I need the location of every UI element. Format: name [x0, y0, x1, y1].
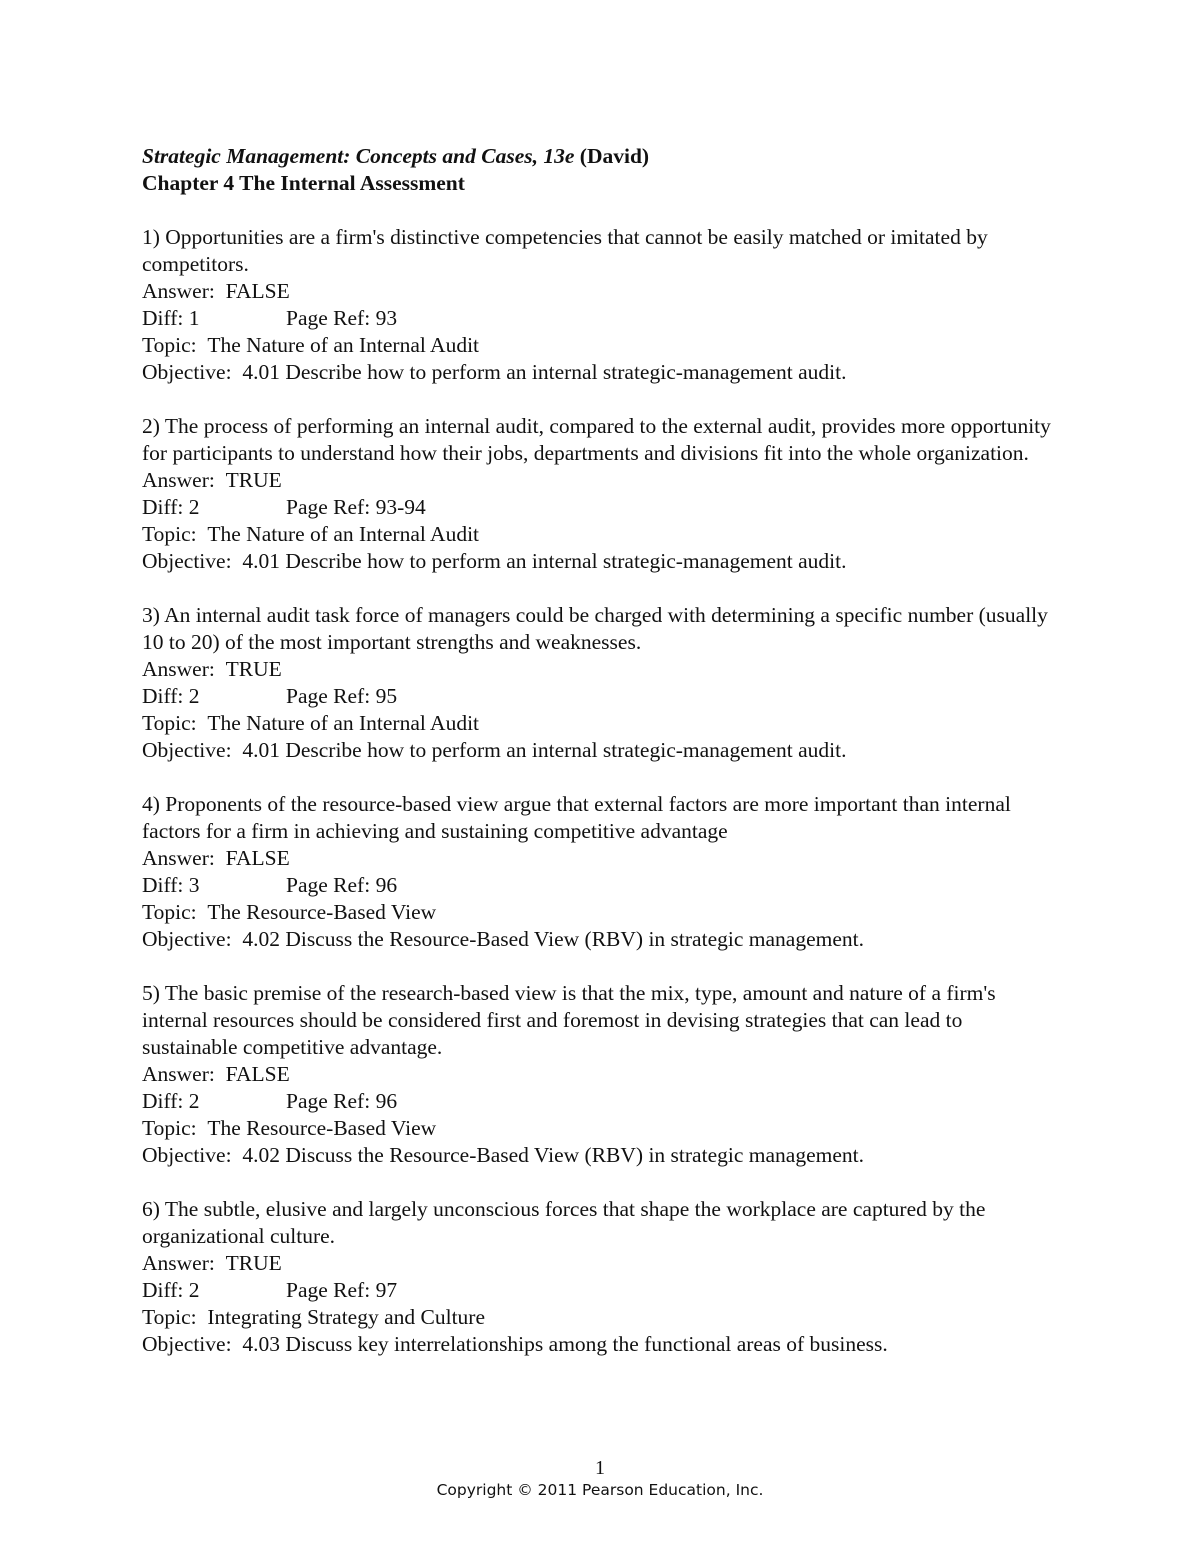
objective-value: 4.02 Discuss the Resource-Based View (RBV) in strategic management. — [242, 927, 864, 951]
page-ref — [286, 1278, 397, 1302]
topic-label: Topic: — [142, 522, 197, 546]
topic-label: Topic: — [142, 333, 197, 357]
page-content — [142, 143, 1062, 1385]
question-text: 3) An internal audit task force of managers could be charged with determining a specific number (usually 10 to 20) of the most important strengths and weaknesses. — [142, 603, 1048, 654]
answer-value: TRUE — [225, 468, 282, 492]
difficulty-label: Diff: — [142, 684, 184, 708]
objective-line — [142, 926, 1062, 953]
difficulty-label: Diff: — [142, 873, 184, 897]
copyright-notice: Copyright © 2011 Pearson Education, Inc. — [436, 1481, 764, 1499]
topic-label: Topic: — [142, 900, 197, 924]
page-ref — [286, 1089, 397, 1113]
page-ref-label: Page Ref: — [286, 873, 371, 897]
difficulty-value: 3 — [188, 873, 200, 897]
book-author: (David) — [579, 144, 650, 168]
book-title-line — [142, 143, 1062, 170]
objective-line — [142, 1331, 1062, 1358]
topic-line — [142, 1304, 1062, 1331]
answer-value: TRUE — [225, 1251, 282, 1275]
page-ref-value: 96 — [375, 1089, 398, 1113]
objective-value: 4.01 Describe how to perform an internal strategic-management audit. — [242, 738, 847, 762]
topic-value: The Nature of an Internal Audit — [207, 333, 480, 357]
objective-line — [142, 359, 1062, 386]
difficulty — [142, 683, 286, 710]
question-item — [142, 224, 1062, 386]
page-ref-value: 95 — [375, 684, 398, 708]
difficulty — [142, 1088, 286, 1115]
diff-pageref-line — [142, 683, 1062, 710]
difficulty — [142, 872, 286, 899]
difficulty-value: 2 — [188, 1278, 200, 1302]
question-text: 1) Opportunities are a firm's distinctive competencies that cannot be easily matched or imitated by competitors. — [142, 225, 988, 276]
topic-line — [142, 899, 1062, 926]
answer-label: Answer: — [142, 846, 215, 870]
answer-value: TRUE — [225, 657, 282, 681]
answer-value: FALSE — [225, 846, 290, 870]
topic-line — [142, 710, 1062, 737]
difficulty-label: Diff: — [142, 306, 184, 330]
question-text: 4) Proponents of the resource-based view argue that external factors are more important than internal factors for a firm in achieving and sustaining competitive advantage — [142, 792, 1011, 843]
answer-label: Answer: — [142, 657, 215, 681]
topic-value: The Resource-Based View — [207, 900, 437, 924]
answer-label: Answer: — [142, 1062, 215, 1086]
objective-value: 4.02 Discuss the Resource-Based View (RBV) in strategic management. — [242, 1143, 864, 1167]
question-item — [142, 413, 1062, 575]
difficulty — [142, 305, 286, 332]
objective-label: Objective: — [142, 738, 232, 762]
answer-line — [142, 278, 1062, 305]
topic-line — [142, 332, 1062, 359]
difficulty-label: Diff: — [142, 1089, 184, 1113]
answer-line — [142, 467, 1062, 494]
objective-line — [142, 737, 1062, 764]
difficulty — [142, 1277, 286, 1304]
difficulty-value: 1 — [188, 306, 200, 330]
question-text: 6) The subtle, elusive and largely unconscious forces that shape the workplace are captured by the organizational culture. — [142, 1197, 986, 1248]
answer-line — [142, 845, 1062, 872]
objective-label: Objective: — [142, 1143, 232, 1167]
page-ref-value: 96 — [375, 873, 398, 897]
diff-pageref-line — [142, 1088, 1062, 1115]
difficulty-label: Diff: — [142, 1278, 184, 1302]
question-item — [142, 791, 1062, 953]
question-text: 5) The basic premise of the research-based view is that the mix, type, amount and nature of a firm's internal resources should be considered first and foremost in devising strategies that can lead to sustainable competitive advantage. — [142, 981, 996, 1059]
topic-line — [142, 1115, 1062, 1142]
question-text: 2) The process of performing an internal audit, compared to the external audit, provides more opportunity for participants to understand how their jobs, departments and divisions fit into the whole organization. — [142, 414, 1051, 465]
diff-pageref-line — [142, 305, 1062, 332]
page-ref-value: 93-94 — [375, 495, 426, 519]
objective-line — [142, 1142, 1062, 1169]
answer-line — [142, 1061, 1062, 1088]
page-ref — [286, 684, 397, 708]
page-ref-value: 93 — [375, 306, 398, 330]
objective-label: Objective: — [142, 360, 232, 384]
answer-label: Answer: — [142, 468, 215, 492]
question-item — [142, 980, 1062, 1169]
answer-value: FALSE — [225, 279, 290, 303]
objective-label: Objective: — [142, 549, 232, 573]
diff-pageref-line — [142, 872, 1062, 899]
question-list — [142, 224, 1062, 1358]
page-ref-label: Page Ref: — [286, 306, 371, 330]
difficulty — [142, 494, 286, 521]
difficulty-value: 2 — [188, 684, 200, 708]
book-title: Strategic Management: Concepts and Cases, 13e — [142, 144, 575, 168]
page-ref-label: Page Ref: — [286, 1089, 371, 1113]
topic-label: Topic: — [142, 1305, 197, 1329]
diff-pageref-line — [142, 494, 1062, 521]
diff-pageref-line — [142, 1277, 1062, 1304]
answer-line — [142, 1250, 1062, 1277]
objective-label: Objective: — [142, 1332, 232, 1356]
topic-label: Topic: — [142, 711, 197, 735]
objective-value: 4.01 Describe how to perform an internal strategic-management audit. — [242, 360, 847, 384]
answer-label: Answer: — [142, 1251, 215, 1275]
page-ref — [286, 495, 426, 519]
page-ref-label: Page Ref: — [286, 495, 371, 519]
page-ref — [286, 306, 397, 330]
objective-label: Objective: — [142, 927, 232, 951]
difficulty-value: 2 — [188, 1089, 200, 1113]
question-item — [142, 602, 1062, 764]
page-ref-label: Page Ref: — [286, 1278, 371, 1302]
difficulty-value: 2 — [188, 495, 200, 519]
objective-value: 4.03 Discuss key interrelationships among the functional areas of business. — [242, 1332, 888, 1356]
page-number: 1 — [595, 1457, 605, 1479]
objective-value: 4.01 Describe how to perform an internal strategic-management audit. — [242, 549, 847, 573]
answer-label: Answer: — [142, 279, 215, 303]
topic-line — [142, 521, 1062, 548]
topic-value: The Nature of an Internal Audit — [207, 711, 480, 735]
answer-line — [142, 656, 1062, 683]
topic-value: The Resource-Based View — [207, 1116, 437, 1140]
topic-value: Integrating Strategy and Culture — [207, 1305, 486, 1329]
objective-line — [142, 548, 1062, 575]
difficulty-label: Diff: — [142, 495, 184, 519]
page-ref — [286, 873, 397, 897]
chapter-title: Chapter 4 The Internal Assessment — [142, 171, 465, 195]
answer-value: FALSE — [225, 1062, 290, 1086]
page-ref-label: Page Ref: — [286, 684, 371, 708]
topic-label: Topic: — [142, 1116, 197, 1140]
topic-value: The Nature of an Internal Audit — [207, 522, 480, 546]
question-item — [142, 1196, 1062, 1358]
page-ref-value: 97 — [375, 1278, 398, 1302]
